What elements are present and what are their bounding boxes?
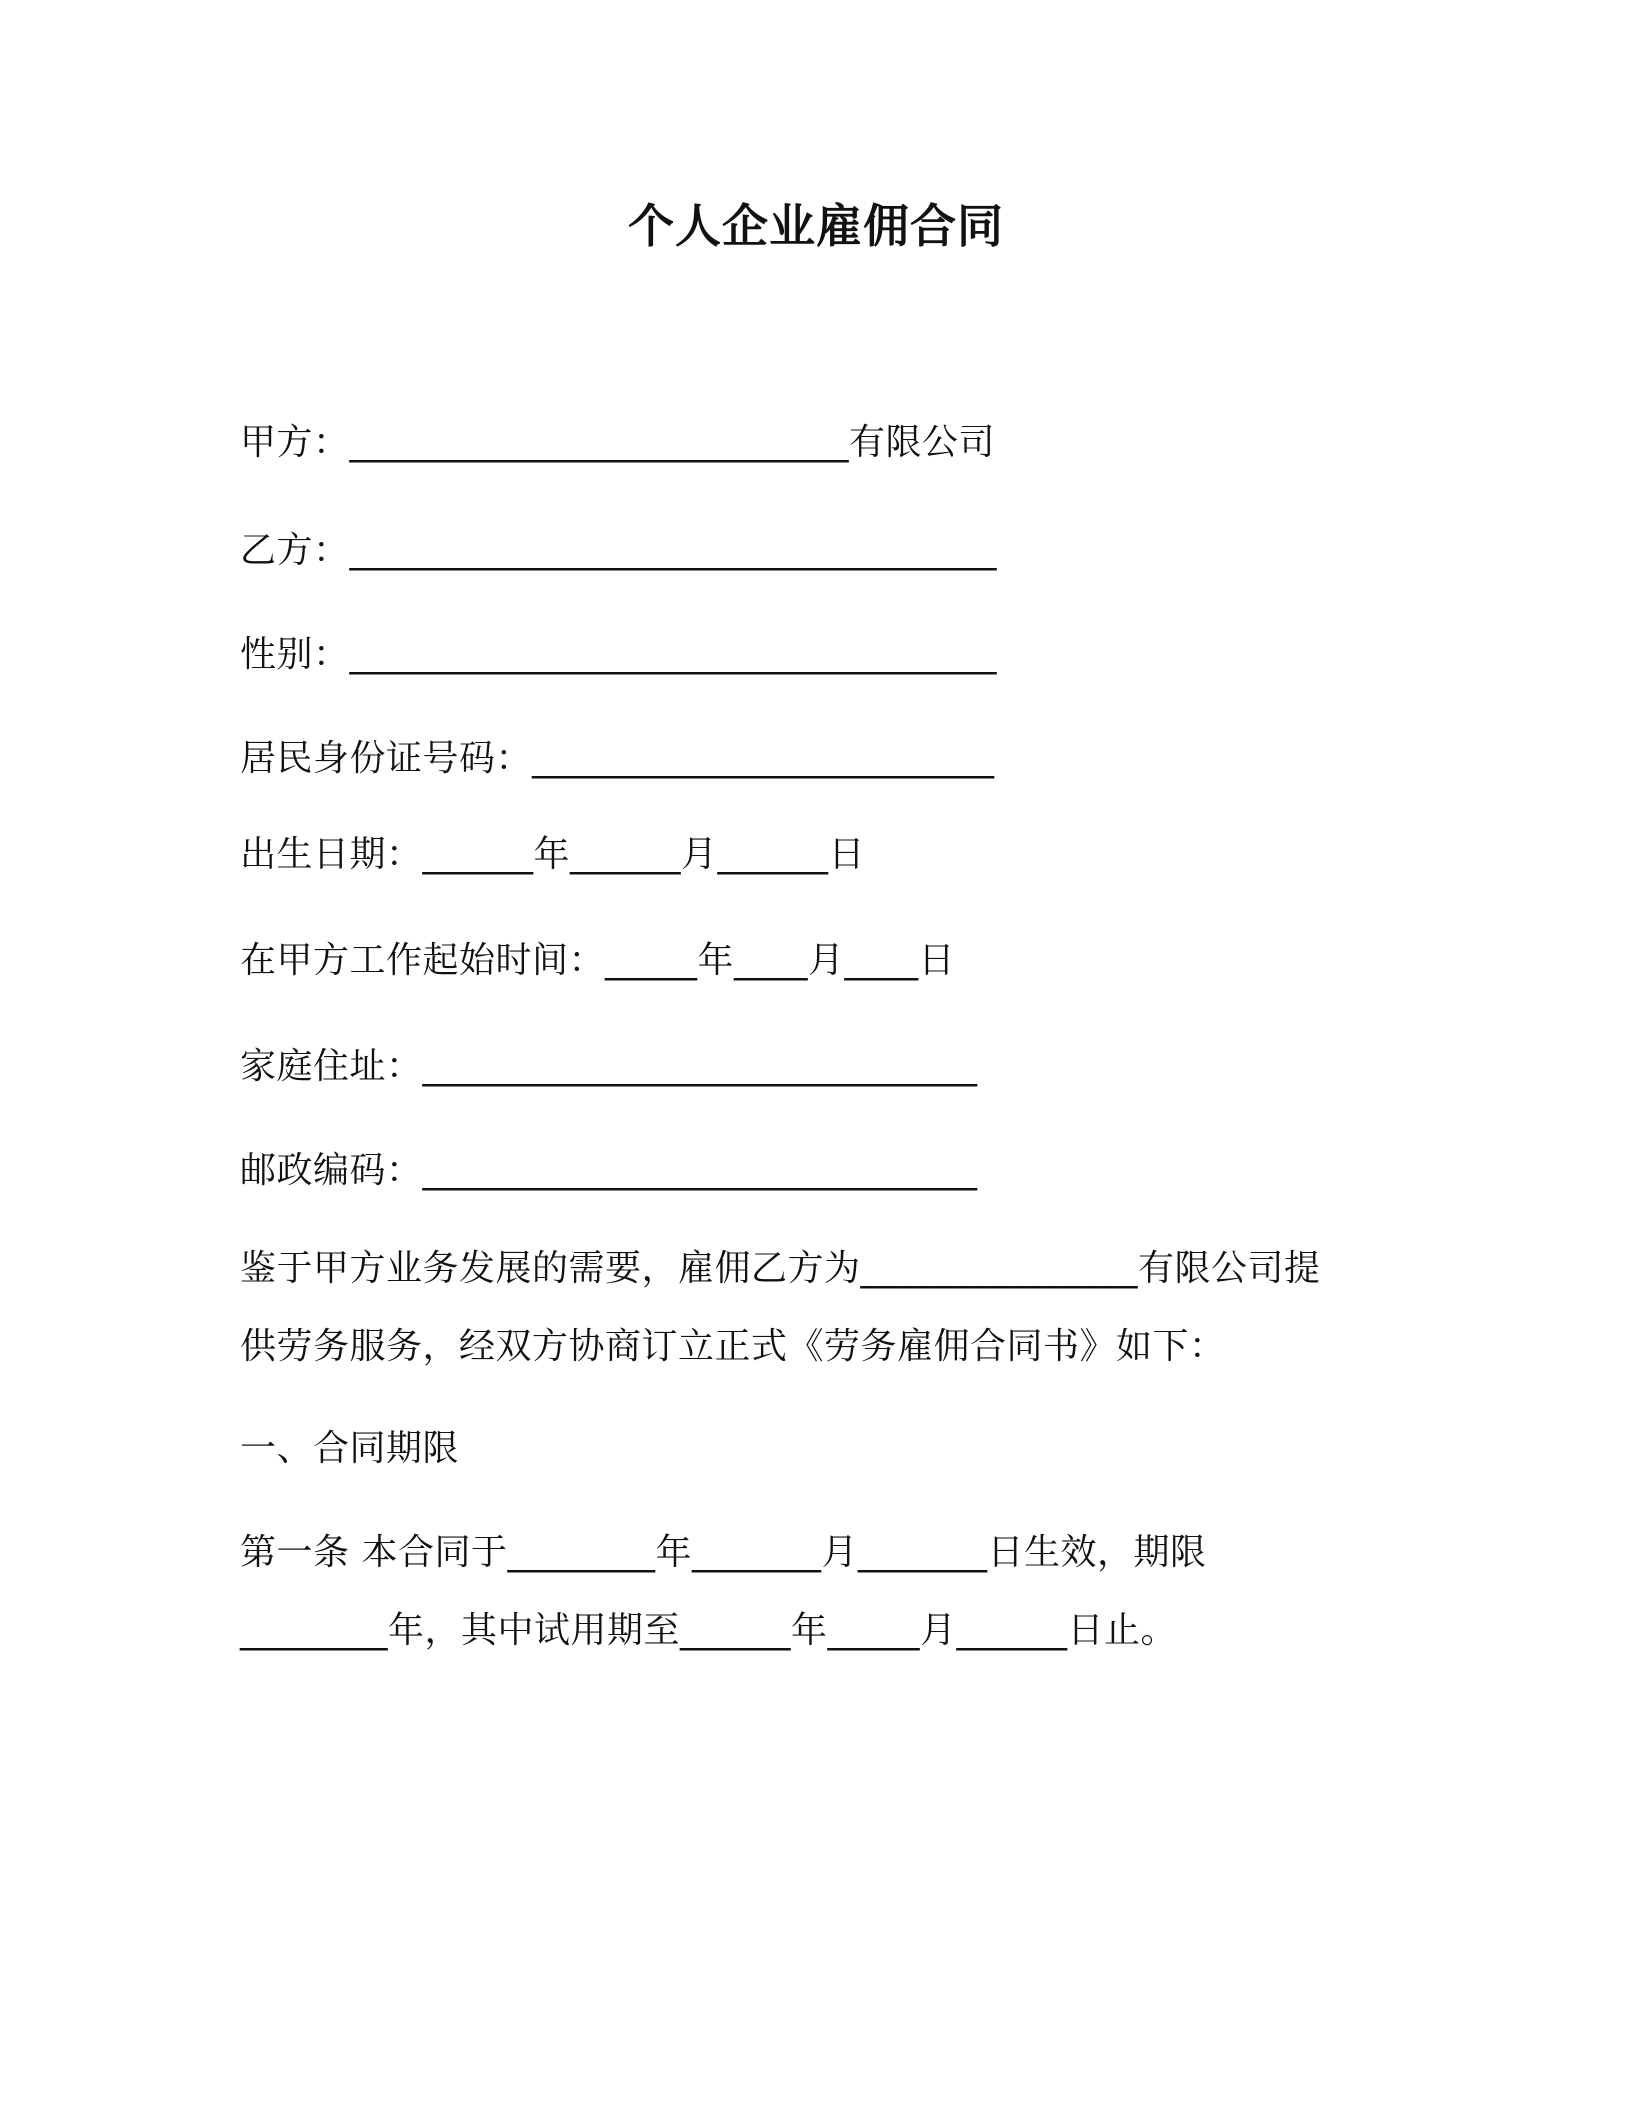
gender-field: 性别：___________________________________ xyxy=(240,634,998,675)
party-a-field: 甲方：___________________________有限公司 xyxy=(240,422,996,463)
birth-date-field: 出生日期：______年______月______日 xyxy=(240,834,866,875)
id-number-field: 居民身份证号码：_________________________ xyxy=(240,738,995,779)
start-date-field: 在甲方工作起始时间：_____年____月____日 xyxy=(240,940,956,981)
section-heading-term: 一、合同期限 xyxy=(240,1428,460,1469)
document-title: 个人企业雇佣合同 xyxy=(628,199,1004,253)
postal-code-field: 邮政编码：______________________________ xyxy=(240,1150,978,1191)
party-b-field: 乙方：___________________________________ xyxy=(240,530,998,571)
home-address-field: 家庭住址：______________________________ xyxy=(240,1046,978,1087)
preamble-line-2: 供劳务服务，经双方协商订立正式《劳务雇佣合同书》如下： xyxy=(240,1326,1226,1367)
article-1-line-2: ________年，其中试用期至______年_____月______日止。 xyxy=(240,1610,1178,1651)
article-1-line-1: 第一条 本合同于________年_______月_______日生效，期限 xyxy=(240,1532,1207,1573)
preamble-line-1: 鉴于甲方业务发展的需要，雇佣乙方为_______________有限公司提 xyxy=(240,1248,1321,1289)
